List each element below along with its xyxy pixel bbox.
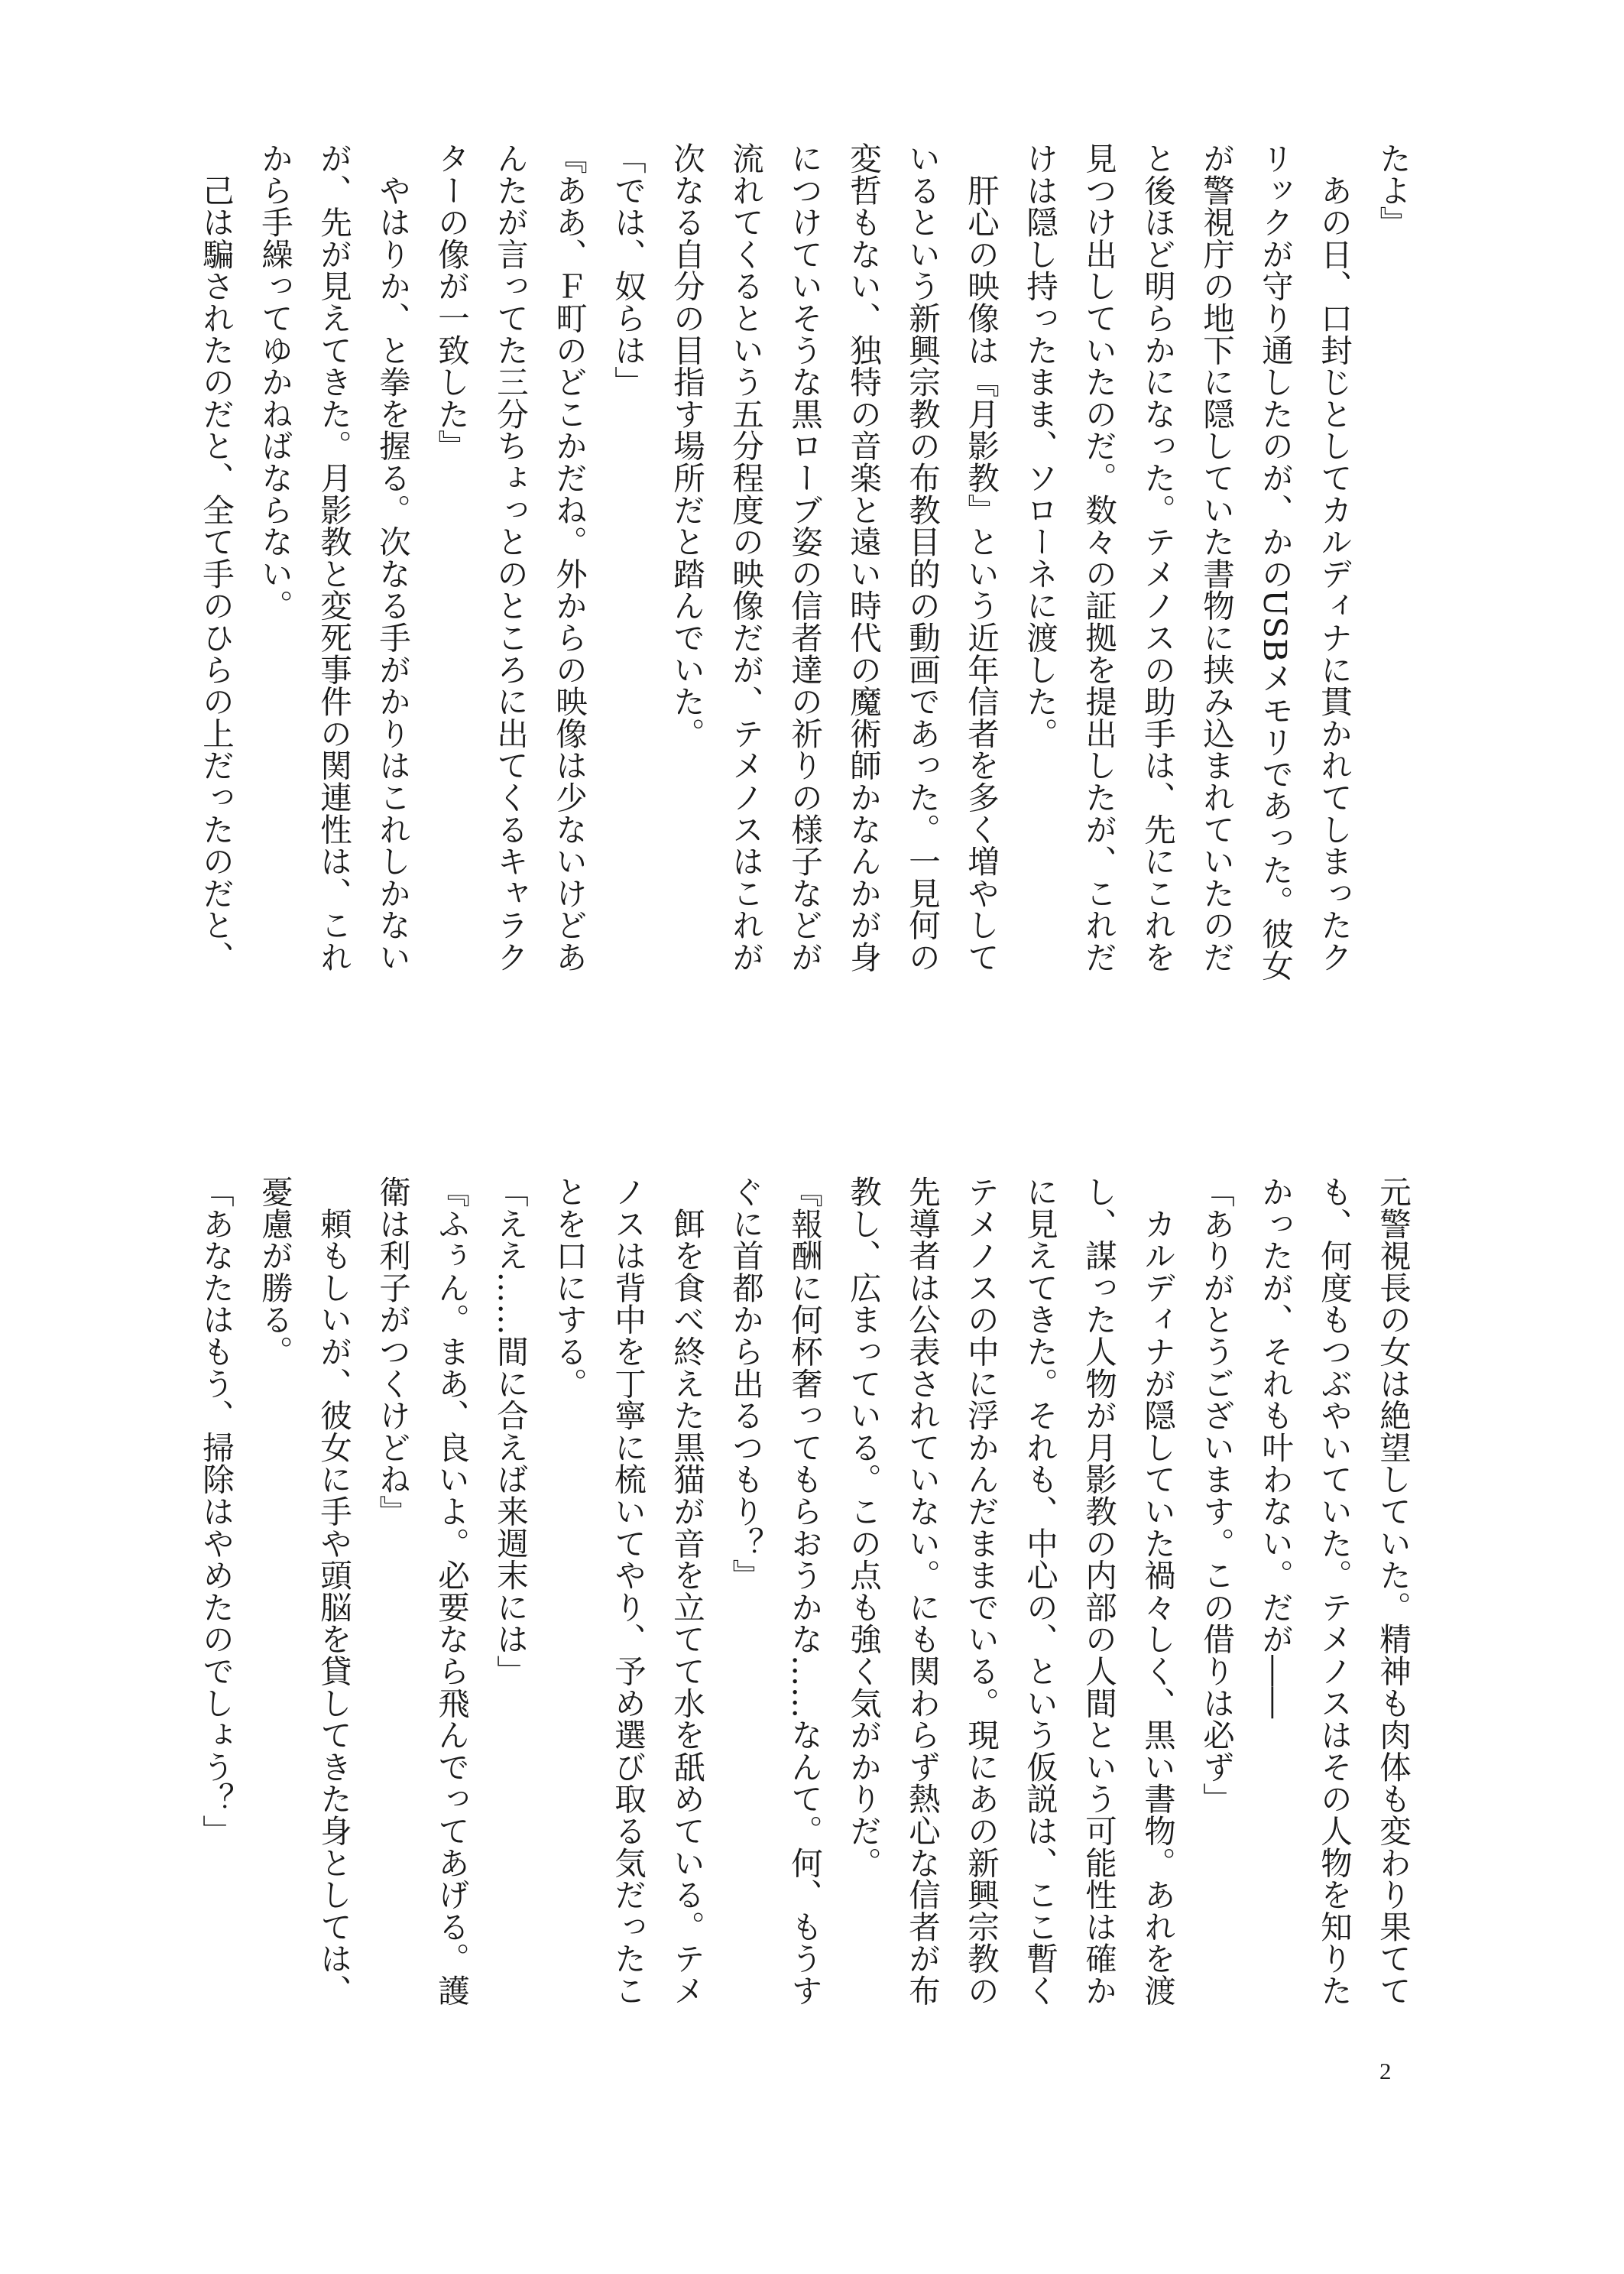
text-line: テメノスの中に浮かんだままでいる。現にあの新興宗教の	[962, 1176, 1000, 2006]
text-line: かったが、それも叶わない。だが――	[1256, 1176, 1294, 1719]
text-line: やはりか、と拳を握る。次なる手がかりはこれしかない	[374, 142, 411, 973]
text-line: 「では、奴らは」	[609, 142, 647, 398]
text-line: けは隠し持ったまま、ソローネに渡した。	[1021, 142, 1058, 750]
text-line: が警視庁の地下に隠していた書物に挟み込まれていたのだ	[1198, 142, 1235, 973]
text-line: 餌を食べ終えた黒猫が音を立てて水を舐めている。テメ	[668, 1176, 705, 2006]
text-line: と後ほど明らかになった。テメノスの助手は、先にこれを	[1139, 142, 1176, 973]
text-line: 次なる自分の目指す場所だと踏んでいた。	[668, 142, 705, 750]
text-line: 「あなたはもう、掃除はやめたのでしょう？」	[197, 1176, 235, 1847]
text-line: 「ええ……間に合えば来週末には」	[491, 1176, 529, 1687]
text-line: 『報酬に何杯奢ってもらおうかな……なんて。何、もうす	[786, 1176, 823, 2006]
text-line: 見つけ出していたのだ。数々の証拠を提出したが、これだ	[1080, 142, 1117, 973]
text-line: に見えてきた。それも、中心の、という仮説は、ここ暫く	[1021, 1176, 1058, 2006]
text-line: 肝心の映像は『月影教』という近年信者を多く増やして	[962, 142, 1000, 973]
text-line: たよ』	[1374, 142, 1412, 238]
text-line: 『ふぅん。まあ、良いよ。必要なら飛んでってあげる。護	[433, 1176, 470, 2006]
text-line: から手繰ってゆかねばならない。	[256, 142, 293, 621]
text-line: ノスは背中を丁寧に梳いてやり、予め選び取る気だったこ	[609, 1176, 647, 2006]
text-line: ターの像が一致した』	[433, 142, 470, 462]
text-line: が、先が見えてきた。月影教と変死事件の関連性は、これ	[315, 142, 352, 973]
text-line: 「ありがとうございます。この借りは必ず」	[1198, 1176, 1235, 1815]
text-line: んたが言ってた三分ちょっとのところに出てくるキャラク	[491, 142, 529, 973]
page-number: 2	[1379, 2058, 1392, 2084]
text-line: リックが守り通したのが、かのUSBメモリであった。彼女	[1256, 142, 1294, 982]
text-line: 己は騙されたのだと、全て手のひらの上だったのだと、	[197, 142, 235, 973]
text-line: とを口にする。	[550, 1176, 588, 1400]
text-line: 元警視長の女は絶望していた。精神も肉体も変わり果てて	[1374, 1176, 1412, 2006]
text-line: いるという新興宗教の布教目的の動画であった。一見何の	[903, 142, 941, 973]
text-line: につけていそうな黒ローブ姿の信者達の祈りの様子などが	[786, 142, 823, 973]
text-line: 『ああ、Ｆ町のどこかだね。外からの映像は少ないけどあ	[550, 142, 588, 973]
text-line: 流れてくるという五分程度の映像だが、テメノスはこれが	[727, 142, 764, 973]
text-line: ぐに首都から出るつもり？』	[727, 1176, 764, 1591]
text-block-upper	[192, 142, 1422, 1084]
text-line: し、謀った人物が月影教の内部の人間という可能性は確か	[1080, 1176, 1117, 2006]
text-line: 衛は利子がつくけどね』	[374, 1176, 411, 1527]
text-line: 先導者は公表されていない。にも関わらず熱心な信者が布	[903, 1176, 941, 2006]
text-line: 教し、広まっている。この点も強く気がかりだ。	[844, 1176, 882, 1879]
text-line: 憂慮が勝る。	[256, 1176, 293, 1367]
text-line: 変哲もない、独特の音楽と遠い時代の魔術師かなんかが身	[844, 142, 882, 973]
text-line: あの日、口封じとしてカルディナに貫かれてしまったク	[1315, 142, 1353, 973]
text-line: 頼もしいが、彼女に手や頭脳を貸してきた身としては、	[315, 1176, 352, 2006]
text-line: カルディナが隠していた禍々しく、黒い書物。あれを渡	[1139, 1176, 1176, 2006]
text-block-lower	[192, 1176, 1422, 2117]
text-line: も、何度もつぶやいていた。テメノスはその人物を知りた	[1315, 1176, 1353, 2006]
